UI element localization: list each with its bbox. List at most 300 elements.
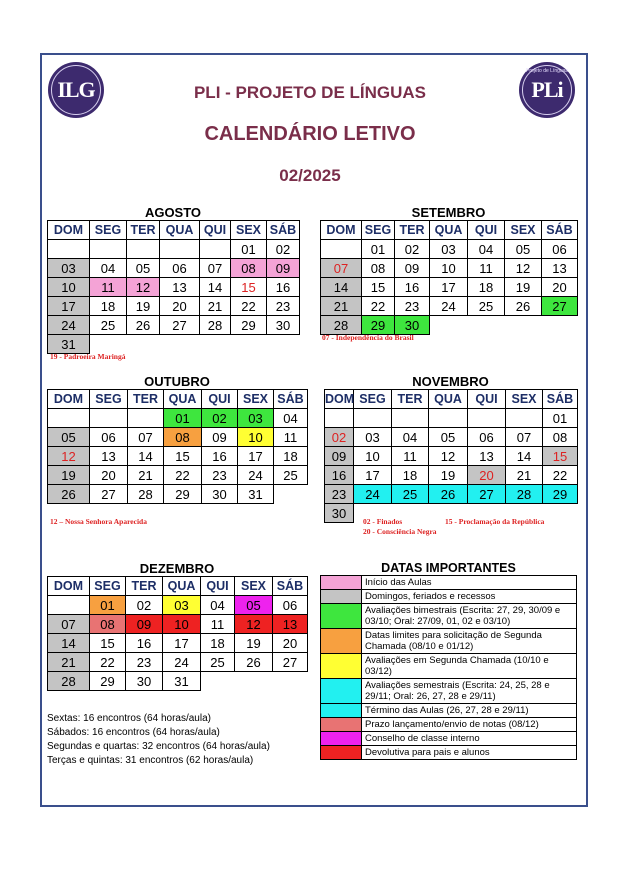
day-cell: 01: [543, 409, 578, 428]
day-cell: 30: [395, 316, 430, 335]
stat-line: Terças e quintas: 31 encontros (62 horas/aula): [47, 755, 254, 766]
day-cell: 15: [231, 278, 267, 297]
weekday-header: SEX: [231, 221, 267, 240]
day-cell: 05: [48, 428, 90, 447]
day-cell: 25: [201, 653, 235, 672]
day-cell: 19: [505, 278, 542, 297]
day-cell: 17: [354, 466, 392, 485]
week-row: [48, 316, 300, 335]
empty-cell: [468, 316, 505, 335]
day-cell: 08: [90, 615, 126, 634]
day-cell: 12: [505, 259, 542, 278]
week-row: [48, 466, 308, 485]
day-cell: 13: [90, 447, 128, 466]
weekday-header: QUI: [468, 221, 505, 240]
legend-label: Término das Aulas (26, 27, 28 e 29/11): [362, 704, 577, 718]
stat-line: Sábados: 16 encontros (64 horas/aula): [47, 727, 220, 738]
empty-cell: [48, 409, 90, 428]
week-row: [48, 428, 308, 447]
weekday-header: DOM: [325, 390, 354, 409]
day-cell: 22: [543, 466, 578, 485]
day-cell: 24: [48, 316, 90, 335]
day-cell: 15: [362, 278, 395, 297]
day-cell: 09: [267, 259, 300, 278]
day-cell: 03: [238, 409, 274, 428]
legend-label: Conselho de classe interno: [362, 732, 577, 746]
legend-swatch: [321, 654, 362, 679]
day-cell: 04: [468, 240, 505, 259]
day-cell: 01: [231, 240, 267, 259]
day-cell: 05: [127, 259, 160, 278]
day-cell: 16: [325, 466, 354, 485]
day-cell: 25: [90, 316, 127, 335]
day-cell: 06: [468, 428, 506, 447]
day-cell: 08: [231, 259, 267, 278]
legend-swatch: [321, 629, 362, 654]
day-cell: 15: [543, 447, 578, 466]
day-cell: 03: [354, 428, 392, 447]
day-cell: 15: [164, 447, 202, 466]
stat-line: Segundas e quartas: 32 encontros (64 horas/aula): [47, 741, 270, 752]
legend-item: [321, 732, 577, 746]
week-row: [48, 409, 308, 428]
weekday-header: SÁB: [274, 390, 308, 409]
day-cell: 26: [127, 316, 160, 335]
week-row: [48, 447, 308, 466]
day-cell: 24: [238, 466, 274, 485]
weekday-header: SEX: [505, 221, 542, 240]
empty-cell: [128, 409, 164, 428]
day-cell: 16: [395, 278, 430, 297]
day-cell: 09: [126, 615, 163, 634]
day-cell: 29: [362, 316, 395, 335]
weekday-header: QUA: [160, 221, 200, 240]
day-cell: 21: [506, 466, 543, 485]
weekday-header: SÁB: [542, 221, 578, 240]
legend-item: [321, 654, 577, 679]
day-cell: 21: [48, 653, 90, 672]
day-cell: 11: [468, 259, 505, 278]
empty-cell: [392, 409, 429, 428]
day-cell: 11: [201, 615, 235, 634]
day-cell: 11: [90, 278, 127, 297]
empty-cell: [506, 409, 543, 428]
month-title-agosto: AGOSTO: [144, 205, 202, 220]
day-cell: 13: [273, 615, 308, 634]
day-cell: 17: [430, 278, 468, 297]
week-row: [321, 297, 578, 316]
day-cell: 26: [48, 485, 90, 504]
weekday-header: SEG: [354, 390, 392, 409]
day-cell: 29: [543, 485, 578, 504]
day-cell: 28: [506, 485, 543, 504]
day-cell: 04: [392, 428, 429, 447]
weekday-header: DOM: [48, 390, 90, 409]
day-cell: 11: [392, 447, 429, 466]
weekday-header: QUA: [429, 390, 468, 409]
day-cell: 22: [362, 297, 395, 316]
weekday-header: TER: [395, 221, 430, 240]
day-cell: 07: [506, 428, 543, 447]
day-cell: 20: [90, 466, 128, 485]
weekday-header: TER: [127, 221, 160, 240]
day-cell: 20: [273, 634, 308, 653]
weekday-header: SEG: [362, 221, 395, 240]
week-row: [325, 485, 578, 504]
empty-cell: [354, 409, 392, 428]
day-cell: 12: [235, 615, 273, 634]
week-row: [48, 297, 300, 316]
day-cell: 09: [202, 428, 238, 447]
day-cell: 02: [202, 409, 238, 428]
week-row: [48, 335, 300, 354]
day-cell: 14: [48, 634, 90, 653]
day-cell: 11: [274, 428, 308, 447]
day-cell: 30: [267, 316, 300, 335]
empty-cell: [48, 596, 90, 615]
day-cell: 01: [164, 409, 202, 428]
day-cell: 22: [90, 653, 126, 672]
weekday-header: SÁB: [267, 221, 300, 240]
empty-cell: [127, 335, 160, 354]
day-cell: 18: [392, 466, 429, 485]
empty-cell: [468, 409, 506, 428]
day-cell: 03: [430, 240, 468, 259]
day-cell: 13: [160, 278, 200, 297]
day-cell: 19: [127, 297, 160, 316]
weekday-header: DOM: [48, 577, 90, 596]
empty-cell: [267, 335, 300, 354]
meeting-stats: [47, 712, 270, 768]
weekday-header: QUI: [201, 577, 235, 596]
weekday-header: SÁB: [543, 390, 578, 409]
day-cell: 02: [267, 240, 300, 259]
legend-label: Avaliações bimestrais (Escrita: 27, 29, 30/09 e 03/10; Oral: 27/09, 01, 02 e 03/10): [362, 604, 577, 629]
pli-logo: Projeto de Línguas PLi: [519, 62, 575, 118]
holiday-note: 15 - Proclamação da República: [445, 517, 545, 526]
weekday-header: SEG: [90, 577, 126, 596]
empty-cell: [48, 240, 90, 259]
week-row: [321, 278, 578, 297]
day-cell: 08: [362, 259, 395, 278]
empty-cell: [321, 240, 362, 259]
day-cell: 19: [429, 466, 468, 485]
empty-cell: [90, 409, 128, 428]
calendar-outubro: [47, 389, 308, 504]
day-cell: 21: [200, 297, 231, 316]
day-cell: 07: [128, 428, 164, 447]
day-cell: 08: [164, 428, 202, 447]
day-cell: 15: [90, 634, 126, 653]
week-row: [48, 596, 308, 615]
empty-cell: [429, 409, 468, 428]
weekday-header: DOM: [48, 221, 90, 240]
legend-item: [321, 679, 577, 704]
day-cell: 05: [235, 596, 273, 615]
legend-label: Início das Aulas: [362, 576, 577, 590]
day-cell: 22: [231, 297, 267, 316]
day-cell: 01: [362, 240, 395, 259]
day-cell: 13: [468, 447, 506, 466]
holiday-note: 12 – Nossa Senhora Aparecida: [50, 517, 147, 526]
week-row: [48, 259, 300, 278]
day-cell: 30: [325, 504, 354, 523]
empty-cell: [543, 504, 578, 523]
weekday-header: QUI: [202, 390, 238, 409]
week-row: [48, 485, 308, 504]
ilg-logo: ILG: [48, 62, 104, 118]
day-cell: 18: [90, 297, 127, 316]
calendar-novembro: [324, 389, 578, 523]
week-row: [48, 278, 300, 297]
day-cell: 20: [160, 297, 200, 316]
empty-cell: [542, 316, 578, 335]
day-cell: 26: [505, 297, 542, 316]
day-cell: 17: [163, 634, 201, 653]
day-cell: 28: [48, 672, 90, 691]
weekday-header: TER: [126, 577, 163, 596]
legend-swatch: [321, 704, 362, 718]
weekday-header: SEX: [238, 390, 274, 409]
empty-cell: [273, 672, 308, 691]
weekday-header: SÁB: [273, 577, 308, 596]
day-cell: 14: [321, 278, 362, 297]
day-cell: 16: [202, 447, 238, 466]
calendar-setembro: [320, 220, 578, 335]
day-cell: 24: [354, 485, 392, 504]
day-cell: 17: [48, 297, 90, 316]
day-cell: 08: [543, 428, 578, 447]
holiday-note: 20 - Consciência Negra: [363, 527, 437, 536]
day-cell: 20: [542, 278, 578, 297]
day-cell: 25: [392, 485, 429, 504]
week-row: [48, 672, 308, 691]
weekday-header: QUA: [164, 390, 202, 409]
day-cell: 18: [201, 634, 235, 653]
weekday-header: TER: [392, 390, 429, 409]
day-cell: 29: [90, 672, 126, 691]
day-cell: 27: [273, 653, 308, 672]
day-cell: 24: [430, 297, 468, 316]
day-cell: 03: [163, 596, 201, 615]
day-cell: 24: [163, 653, 201, 672]
empty-cell: [127, 240, 160, 259]
empty-cell: [160, 335, 200, 354]
day-cell: 23: [126, 653, 163, 672]
weekday-header: SEG: [90, 221, 127, 240]
stat-line: Sextas: 16 encontros (64 horas/aula): [47, 713, 211, 724]
day-cell: 04: [201, 596, 235, 615]
legend-label: Avaliações semestrais (Escrita: 24, 25, 28 e 29/11; Oral: 26, 27, 28 e 29/11): [362, 679, 577, 704]
day-cell: 20: [468, 466, 506, 485]
day-cell: 19: [235, 634, 273, 653]
day-cell: 07: [321, 259, 362, 278]
day-cell: 04: [274, 409, 308, 428]
empty-cell: [235, 672, 273, 691]
calendar-dezembro: [47, 576, 308, 691]
month-title-outubro: OUTUBRO: [144, 374, 210, 389]
empty-cell: [231, 335, 267, 354]
day-cell: 06: [273, 596, 308, 615]
day-cell: 10: [48, 278, 90, 297]
legend-label: Prazo lançamento/envio de notas (08/12): [362, 718, 577, 732]
week-row: [325, 447, 578, 466]
holiday-note: 07 - Independência do Brasil: [322, 333, 414, 342]
day-cell: 14: [128, 447, 164, 466]
week-row: [48, 615, 308, 634]
day-cell: 05: [429, 428, 468, 447]
day-cell: 27: [90, 485, 128, 504]
day-cell: 13: [542, 259, 578, 278]
day-cell: 31: [163, 672, 201, 691]
legend-label: Avaliações em Segunda Chamada (10/10 e 03/12): [362, 654, 577, 679]
day-cell: 07: [48, 615, 90, 634]
document-title: CALENDÁRIO LETIVO: [204, 123, 416, 145]
empty-cell: [90, 240, 127, 259]
day-cell: 27: [542, 297, 578, 316]
holiday-note: 02 - Finados: [363, 517, 403, 526]
day-cell: 17: [238, 447, 274, 466]
day-cell: 28: [321, 316, 362, 335]
legend-swatch: [321, 718, 362, 732]
day-cell: 19: [48, 466, 90, 485]
calendar-agosto: [47, 220, 300, 354]
legend-item: [321, 629, 577, 654]
day-cell: 18: [468, 278, 505, 297]
day-cell: 23: [267, 297, 300, 316]
week-row: [48, 240, 300, 259]
week-row: [321, 316, 578, 335]
legend-label: Domingos, feriados e recessos: [362, 590, 577, 604]
day-cell: 30: [202, 485, 238, 504]
day-cell: 10: [354, 447, 392, 466]
empty-cell: [160, 240, 200, 259]
day-cell: 22: [164, 466, 202, 485]
empty-cell: [430, 316, 468, 335]
day-cell: 27: [468, 485, 506, 504]
week-row: [325, 409, 578, 428]
day-cell: 06: [90, 428, 128, 447]
legend-item: [321, 576, 577, 590]
legend-swatch: [321, 604, 362, 629]
holiday-note: 19 - Padroeira Maringá: [50, 352, 126, 361]
empty-cell: [200, 240, 231, 259]
weekday-header: DOM: [321, 221, 362, 240]
day-cell: 06: [160, 259, 200, 278]
empty-cell: [274, 485, 308, 504]
org-title: PLI - PROJETO DE LÍNGUAS: [193, 83, 427, 102]
legend-swatch: [321, 746, 362, 760]
day-cell: 23: [325, 485, 354, 504]
day-cell: 12: [127, 278, 160, 297]
day-cell: 12: [429, 447, 468, 466]
day-cell: 02: [325, 428, 354, 447]
empty-cell: [505, 316, 542, 335]
empty-cell: [200, 335, 231, 354]
day-cell: 04: [90, 259, 127, 278]
day-cell: 16: [267, 278, 300, 297]
day-cell: 14: [200, 278, 231, 297]
weekday-header: TER: [128, 390, 164, 409]
day-cell: 29: [164, 485, 202, 504]
day-cell: 10: [238, 428, 274, 447]
weekday-header: QUA: [163, 577, 201, 596]
weekday-header: SEG: [90, 390, 128, 409]
day-cell: 06: [542, 240, 578, 259]
weekday-header: QUI: [200, 221, 231, 240]
day-cell: 16: [126, 634, 163, 653]
month-title-setembro: SETEMBRO: [411, 205, 486, 220]
weekday-header: SEX: [506, 390, 543, 409]
legend-item: [321, 704, 577, 718]
weekday-header: SEX: [235, 577, 273, 596]
empty-cell: [90, 335, 127, 354]
day-cell: 03: [48, 259, 90, 278]
day-cell: 26: [235, 653, 273, 672]
week-row: [48, 653, 308, 672]
legend-item: [321, 590, 577, 604]
month-title-novembro: NOVEMBRO: [412, 374, 489, 389]
day-cell: 18: [274, 447, 308, 466]
legend-table: [320, 575, 577, 760]
day-cell: 10: [430, 259, 468, 278]
day-cell: 21: [128, 466, 164, 485]
legend-item: [321, 746, 577, 760]
day-cell: 10: [163, 615, 201, 634]
day-cell: 28: [128, 485, 164, 504]
day-cell: 07: [200, 259, 231, 278]
legend-swatch: [321, 576, 362, 590]
day-cell: 05: [505, 240, 542, 259]
day-cell: 09: [325, 447, 354, 466]
legend-swatch: [321, 679, 362, 704]
legend-swatch: [321, 590, 362, 604]
day-cell: 23: [395, 297, 430, 316]
week-row: [321, 240, 578, 259]
legend-item: [321, 718, 577, 732]
legend-swatch: [321, 732, 362, 746]
month-title-dezembro: DEZEMBRO: [139, 561, 215, 576]
day-cell: 25: [274, 466, 308, 485]
empty-cell: [325, 409, 354, 428]
day-cell: 12: [48, 447, 90, 466]
day-cell: 14: [506, 447, 543, 466]
day-cell: 31: [48, 335, 90, 354]
empty-cell: [201, 672, 235, 691]
day-cell: 29: [231, 316, 267, 335]
week-row: [48, 634, 308, 653]
legend-title: DATAS IMPORTANTES: [381, 561, 516, 575]
week-row: [321, 259, 578, 278]
legend-item: [321, 604, 577, 629]
day-cell: 09: [395, 259, 430, 278]
day-cell: 26: [429, 485, 468, 504]
weekday-header: QUA: [430, 221, 468, 240]
legend-label: Datas limites para solicitação de Segunda Chamada (08/10 e 01/12): [362, 629, 577, 654]
week-row: [325, 466, 578, 485]
day-cell: 27: [160, 316, 200, 335]
day-cell: 23: [202, 466, 238, 485]
week-row: [325, 428, 578, 447]
legend-label: Devolutiva para pais e alunos: [362, 746, 577, 760]
day-cell: 01: [90, 596, 126, 615]
day-cell: 30: [126, 672, 163, 691]
weekday-header: QUI: [468, 390, 506, 409]
term-label: 02/2025: [279, 166, 341, 185]
day-cell: 28: [200, 316, 231, 335]
day-cell: 02: [126, 596, 163, 615]
day-cell: 31: [238, 485, 274, 504]
